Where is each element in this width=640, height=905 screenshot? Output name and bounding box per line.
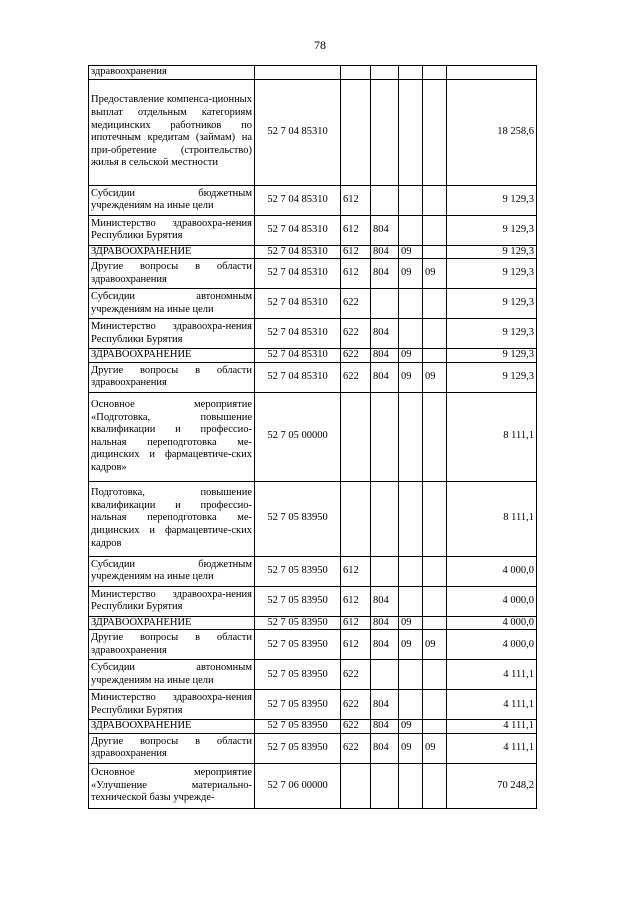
target-code-cell: 52 7 05 83950 (255, 720, 341, 734)
table-row (89, 319, 537, 349)
row-name-cell: Субсидии автономным учреждениям на иные цели (89, 289, 255, 319)
subsection-code-cell (423, 720, 447, 734)
amount-cell (447, 66, 537, 80)
ministry-code-cell: 804 (371, 720, 399, 734)
page-number: 78 (314, 38, 326, 52)
row-name-cell: Субсидии бюджетным учреждениям на иные цели (89, 185, 255, 215)
table-row (89, 289, 537, 319)
target-code-cell: 52 7 04 85310 (255, 245, 341, 259)
ministry-code-cell: 804 (371, 733, 399, 763)
table-row (89, 362, 537, 392)
amount-cell: 9 129,3 (447, 319, 537, 349)
row-name-cell: Министерство здравоохра-нения Республики Бурятия (89, 319, 255, 349)
table-row (89, 616, 537, 630)
subsection-code-cell (423, 66, 447, 80)
section-code-cell (399, 481, 423, 556)
row-name-cell: Субсидии автономным учреждениям на иные цели (89, 660, 255, 690)
subsection-code-cell (423, 319, 447, 349)
expense-type-cell: 622 (341, 349, 371, 363)
row-name-cell: Другие вопросы в области здравоохранения (89, 259, 255, 289)
subsection-code-cell (423, 215, 447, 245)
subsection-code-cell (423, 79, 447, 185)
expense-type-cell: 612 (341, 245, 371, 259)
section-code-cell: 09 (399, 630, 423, 660)
subsection-code-cell (423, 245, 447, 259)
subsection-code-cell: 09 (423, 630, 447, 660)
section-code-cell: 09 (399, 362, 423, 392)
target-code-cell: 52 7 04 85310 (255, 362, 341, 392)
target-code-cell: 52 7 04 85310 (255, 259, 341, 289)
expense-type-cell: 612 (341, 630, 371, 660)
section-code-cell: 09 (399, 259, 423, 289)
subsection-code-cell (423, 763, 447, 808)
subsection-code-cell (423, 690, 447, 720)
section-code-cell (399, 690, 423, 720)
section-code-cell (399, 556, 423, 586)
subsection-code-cell (423, 481, 447, 556)
ministry-code-cell (371, 185, 399, 215)
expense-type-cell: 622 (341, 690, 371, 720)
section-code-cell: 09 (399, 349, 423, 363)
amount-cell: 9 129,3 (447, 259, 537, 289)
amount-cell: 8 111,1 (447, 392, 537, 481)
amount-cell: 4 111,1 (447, 720, 537, 734)
expense-type-cell: 612 (341, 556, 371, 586)
ministry-code-cell: 804 (371, 259, 399, 289)
target-code-cell: 52 7 05 83950 (255, 616, 341, 630)
subsection-code-cell (423, 349, 447, 363)
table-row (89, 349, 537, 363)
expense-type-cell: 622 (341, 289, 371, 319)
ministry-code-cell: 804 (371, 630, 399, 660)
ministry-code-cell: 804 (371, 319, 399, 349)
row-name-cell: Предоставление компенса-ционных выплат отдельным категориям медицинских работников по ипотечным кредитам (займам) на при-обретение (строительство) жилья в сельской местности (89, 79, 255, 185)
table-row (89, 259, 537, 289)
section-code-cell: 09 (399, 720, 423, 734)
section-code-cell: 09 (399, 733, 423, 763)
row-name-cell: ЗДРАВООХРАНЕНИЕ (89, 616, 255, 630)
row-name-cell: ЗДРАВООХРАНЕНИЕ (89, 720, 255, 734)
amount-cell: 9 129,3 (447, 215, 537, 245)
row-name-cell: Подготовка, повышение квалификации и профессио-нальная переподготовка ме-дицинских и фармацевтиче-ских кадров (89, 481, 255, 556)
expense-type-cell: 612 (341, 259, 371, 289)
ministry-code-cell (371, 660, 399, 690)
amount-cell: 9 129,3 (447, 362, 537, 392)
expense-type-cell: 622 (341, 720, 371, 734)
expense-type-cell (341, 66, 371, 80)
amount-cell: 4 111,1 (447, 733, 537, 763)
table-row (89, 481, 537, 556)
amount-cell: 8 111,1 (447, 481, 537, 556)
amount-cell: 9 129,3 (447, 185, 537, 215)
ministry-code-cell (371, 481, 399, 556)
table-row (89, 586, 537, 616)
expense-type-cell (341, 79, 371, 185)
table-row (89, 630, 537, 660)
row-name-cell: Министерство здравоохра-нения Республики Бурятия (89, 215, 255, 245)
amount-cell: 4 000,0 (447, 556, 537, 586)
table-row (89, 660, 537, 690)
section-code-cell (399, 79, 423, 185)
expense-type-cell: 612 (341, 215, 371, 245)
ministry-code-cell: 804 (371, 586, 399, 616)
row-name-cell: Другие вопросы в области здравоохранения (89, 630, 255, 660)
target-code-cell: 52 7 05 83950 (255, 586, 341, 616)
amount-cell: 18 258,6 (447, 79, 537, 185)
table-row (89, 215, 537, 245)
ministry-code-cell (371, 763, 399, 808)
table-row (89, 720, 537, 734)
expense-type-cell: 612 (341, 586, 371, 616)
amount-cell: 4 111,1 (447, 660, 537, 690)
subsection-code-cell: 09 (423, 362, 447, 392)
table-row (89, 79, 537, 185)
table-row (89, 733, 537, 763)
target-code-cell: 52 7 04 85310 (255, 79, 341, 185)
target-code-cell: 52 7 04 85310 (255, 349, 341, 363)
target-code-cell: 52 7 06 00000 (255, 763, 341, 808)
subsection-code-cell: 09 (423, 259, 447, 289)
ministry-code-cell (371, 79, 399, 185)
expense-type-cell: 622 (341, 319, 371, 349)
expense-type-cell: 612 (341, 185, 371, 215)
row-name-cell: Основное мероприятие «Подготовка, повышение квалификации и профессио-нальная переподготовка ме-дицинских и фармацевтиче-ских кадров» (89, 392, 255, 481)
expense-type-cell: 622 (341, 733, 371, 763)
amount-cell: 4 000,0 (447, 586, 537, 616)
subsection-code-cell (423, 556, 447, 586)
target-code-cell: 52 7 05 83950 (255, 660, 341, 690)
section-code-cell (399, 763, 423, 808)
target-code-cell: 52 7 05 83950 (255, 556, 341, 586)
subsection-code-cell (423, 392, 447, 481)
amount-cell: 4 000,0 (447, 616, 537, 630)
target-code-cell: 52 7 04 85310 (255, 185, 341, 215)
target-code-cell: 52 7 05 83950 (255, 630, 341, 660)
amount-cell: 4 000,0 (447, 630, 537, 660)
section-code-cell (399, 586, 423, 616)
target-code-cell: 52 7 05 00000 (255, 392, 341, 481)
amount-cell: 9 129,3 (447, 245, 537, 259)
ministry-code-cell (371, 66, 399, 80)
ministry-code-cell (371, 556, 399, 586)
amount-cell: 9 129,3 (447, 289, 537, 319)
table-row (89, 763, 537, 808)
table-row (89, 690, 537, 720)
row-name-cell: ЗДРАВООХРАНЕНИЕ (89, 245, 255, 259)
amount-cell: 4 111,1 (447, 690, 537, 720)
ministry-code-cell (371, 392, 399, 481)
section-code-cell: 09 (399, 245, 423, 259)
row-name-cell: ЗДРАВООХРАНЕНИЕ (89, 349, 255, 363)
subsection-code-cell: 09 (423, 733, 447, 763)
section-code-cell (399, 66, 423, 80)
section-code-cell (399, 660, 423, 690)
subsection-code-cell (423, 660, 447, 690)
amount-cell: 9 129,3 (447, 349, 537, 363)
table-row (89, 66, 537, 80)
subsection-code-cell (423, 185, 447, 215)
table-row (89, 185, 537, 215)
ministry-code-cell: 804 (371, 690, 399, 720)
amount-cell: 70 248,2 (447, 763, 537, 808)
expense-type-cell (341, 763, 371, 808)
subsection-code-cell (423, 616, 447, 630)
expense-type-cell (341, 481, 371, 556)
ministry-code-cell: 804 (371, 349, 399, 363)
section-code-cell (399, 185, 423, 215)
row-name-cell: Другие вопросы в области здравоохранения (89, 362, 255, 392)
target-code-cell (255, 66, 341, 80)
section-code-cell (399, 215, 423, 245)
row-name-cell: Другие вопросы в области здравоохранения (89, 733, 255, 763)
subsection-code-cell (423, 586, 447, 616)
target-code-cell: 52 7 05 83950 (255, 690, 341, 720)
row-name-cell: Министерство здравоохра-нения Республики Бурятия (89, 586, 255, 616)
target-code-cell: 52 7 04 85310 (255, 215, 341, 245)
expense-type-cell: 612 (341, 616, 371, 630)
ministry-code-cell: 804 (371, 362, 399, 392)
target-code-cell: 52 7 04 85310 (255, 319, 341, 349)
section-code-cell (399, 289, 423, 319)
target-code-cell: 52 7 05 83950 (255, 481, 341, 556)
ministry-code-cell: 804 (371, 215, 399, 245)
section-code-cell (399, 319, 423, 349)
row-name-cell: Субсидии бюджетным учреждениям на иные цели (89, 556, 255, 586)
table-row (89, 245, 537, 259)
expense-type-cell (341, 392, 371, 481)
row-name-cell: Основное мероприятие «Улучшение материально-технической базы учрежде- (89, 763, 255, 808)
section-code-cell (399, 392, 423, 481)
table-row (89, 392, 537, 481)
row-name-cell: здравоохранения (89, 66, 255, 80)
expense-type-cell: 622 (341, 660, 371, 690)
target-code-cell: 52 7 04 85310 (255, 289, 341, 319)
ministry-code-cell (371, 289, 399, 319)
section-code-cell: 09 (399, 616, 423, 630)
table-row (89, 556, 537, 586)
subsection-code-cell (423, 289, 447, 319)
expense-type-cell: 622 (341, 362, 371, 392)
ministry-code-cell: 804 (371, 616, 399, 630)
budget-table (88, 65, 537, 809)
ministry-code-cell: 804 (371, 245, 399, 259)
target-code-cell: 52 7 05 83950 (255, 733, 341, 763)
row-name-cell: Министерство здравоохра-нения Республики Бурятия (89, 690, 255, 720)
